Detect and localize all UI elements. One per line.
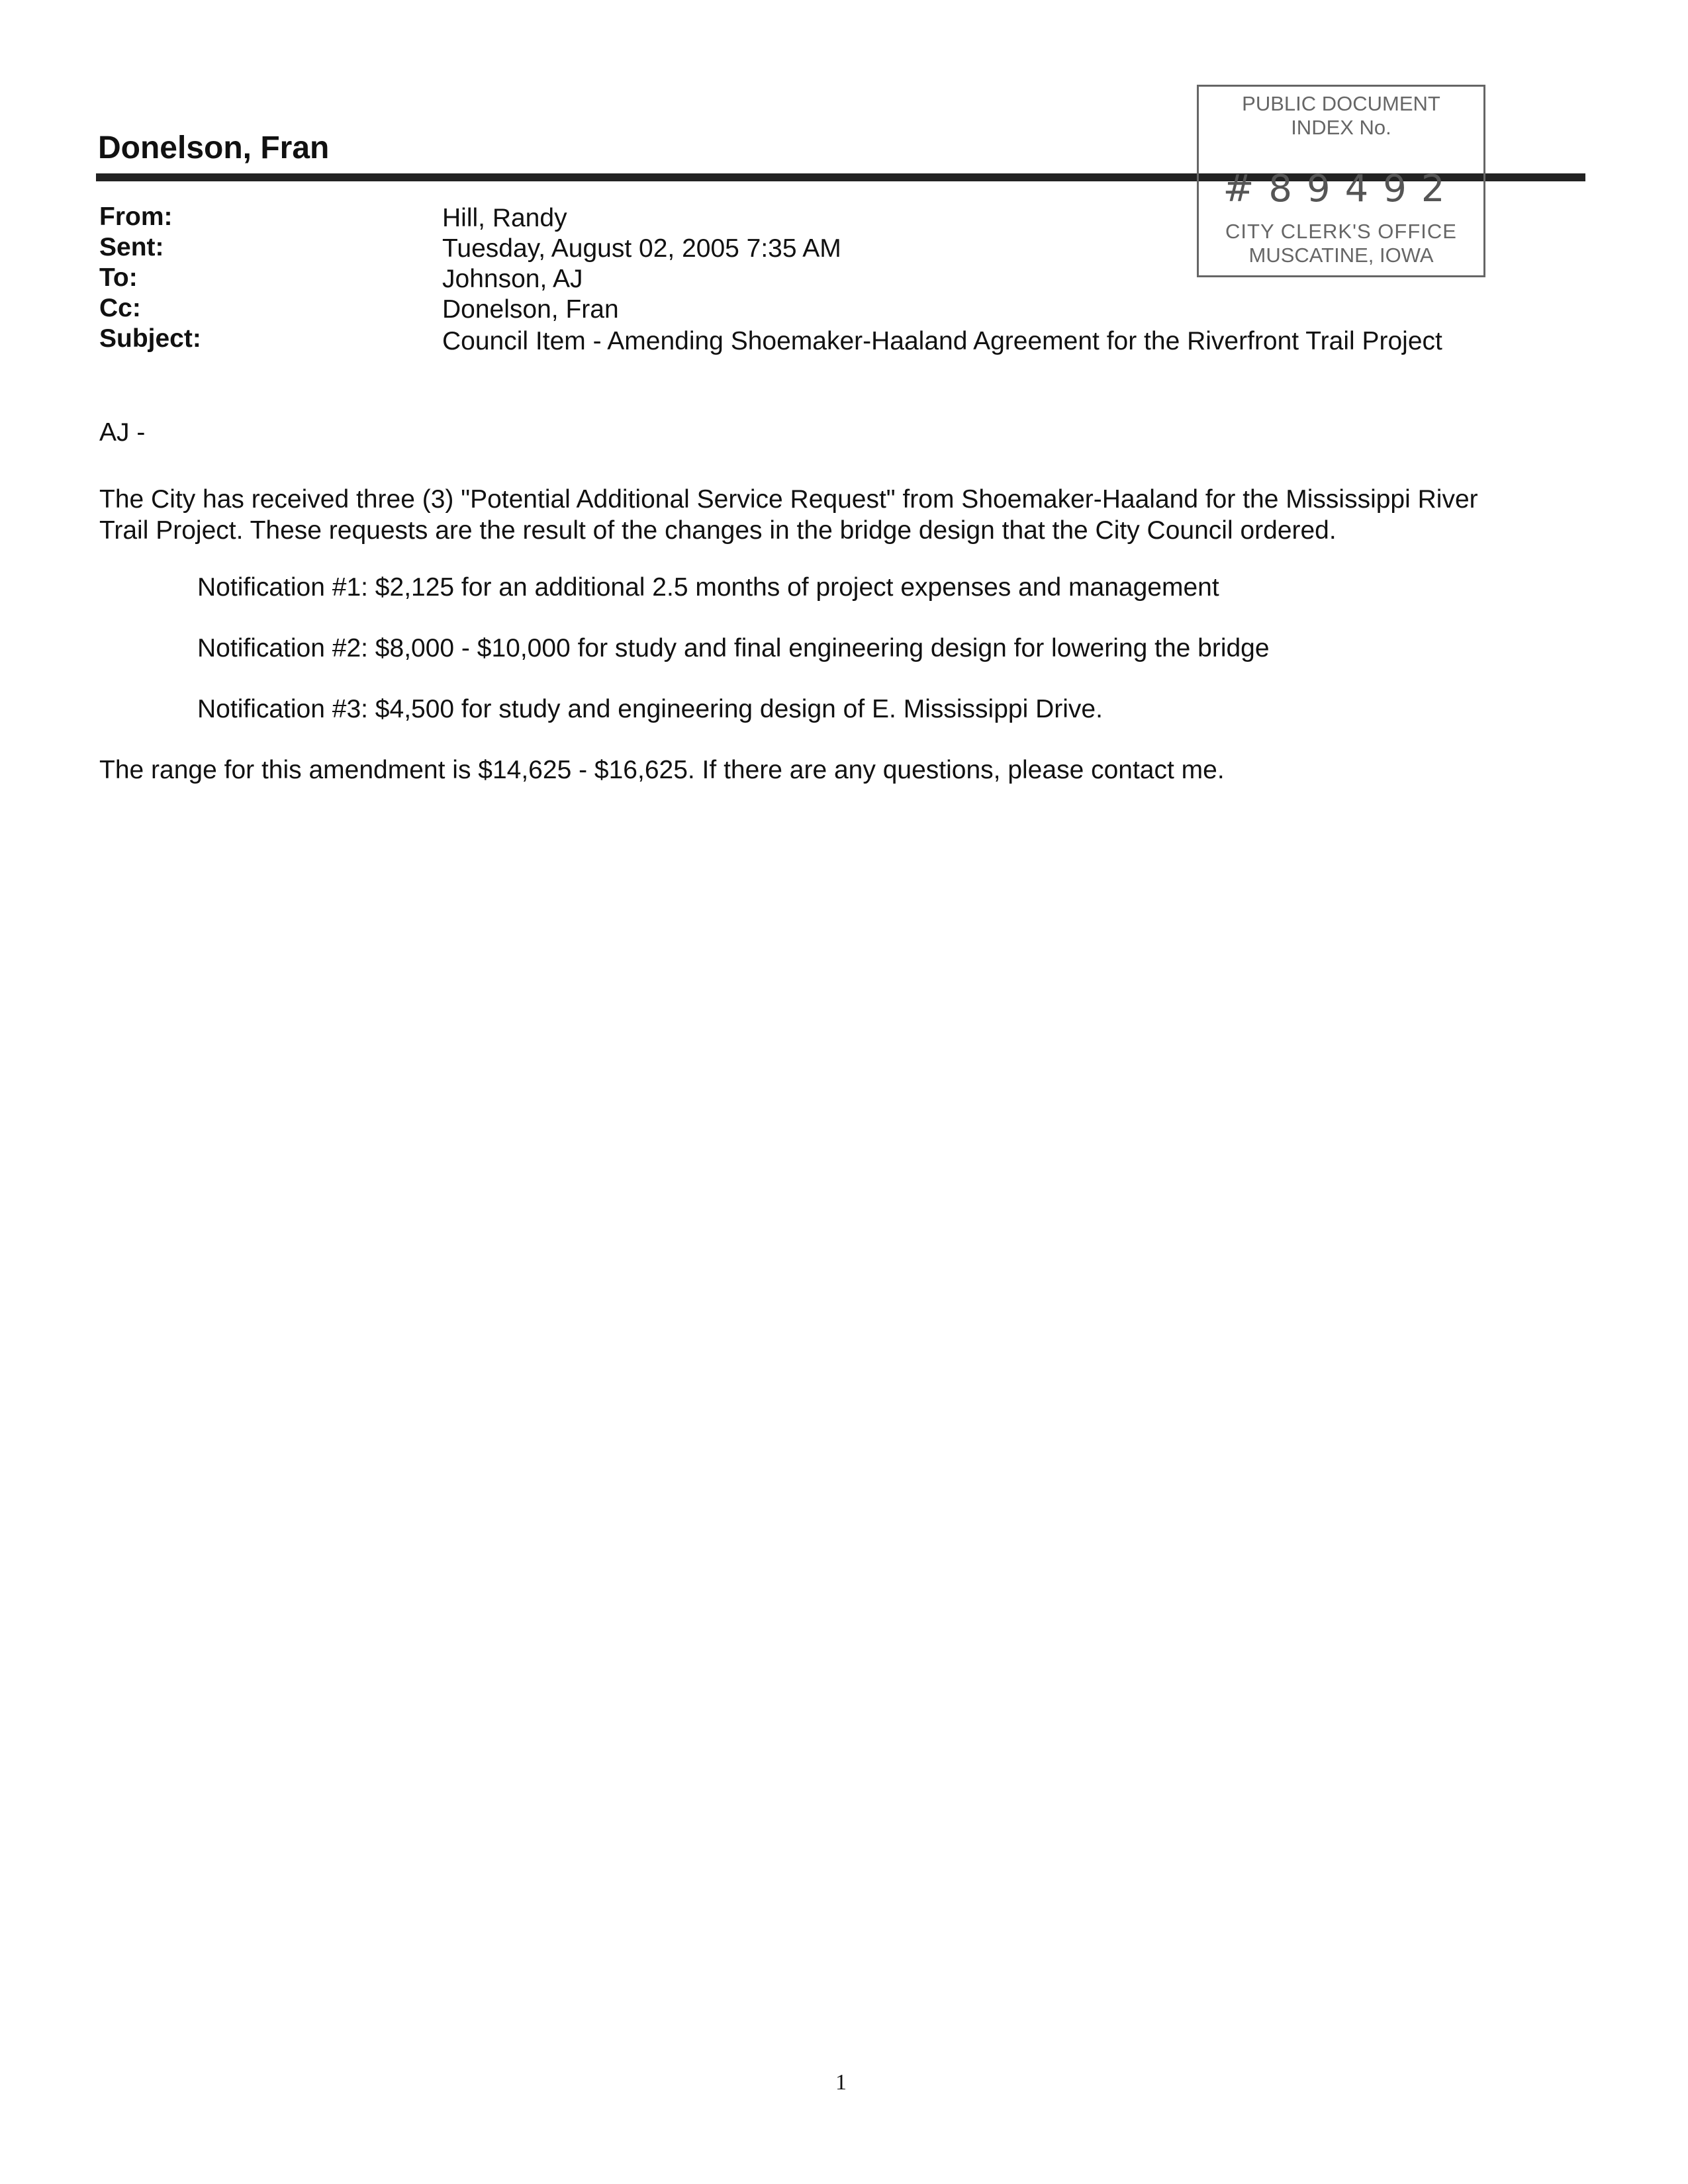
stamp-line-2: INDEX No. (1291, 116, 1391, 139)
from-label: From: (99, 203, 173, 231)
to-value: Johnson, AJ (442, 265, 583, 293)
cc-value: Donelson, Fran (442, 295, 619, 324)
subject-label: Subject: (99, 324, 201, 353)
public-document-stamp (1197, 85, 1485, 277)
stamp-line-4: MUSCATINE, IOWA (1248, 244, 1434, 267)
closing-paragraph: The range for this amendment is $14,625 - $16,625. If there are any questions, please contact me. (99, 756, 1225, 784)
stamp-line-1: PUBLIC DOCUMENT (1242, 92, 1440, 115)
subject-value: Council Item - Amending Shoemaker-Haaland Agreement for the Riverfront Trail Project (442, 327, 1442, 355)
cc-label: Cc: (99, 294, 141, 322)
page-number: 1 (835, 2070, 847, 2095)
stamp-line-3: CITY CLERK'S OFFICE (1225, 220, 1457, 243)
paragraph-line-1: The City has received three (3) "Potential Additional Service Request" from Shoemaker-Haaland for the Mississippi River (99, 485, 1478, 514)
notification-2: Notification #2: $8,000 - $10,000 for study and final engineering design for lowering the bridge (197, 634, 1270, 662)
sent-value: Tuesday, August 02, 2005 7:35 AM (442, 234, 841, 263)
sent-label: Sent: (99, 233, 164, 261)
from-value: Hill, Randy (442, 204, 567, 232)
greeting: AJ - (99, 418, 146, 447)
notification-3: Notification #3: $4,500 for study and engineering design of E. Mississippi Drive. (197, 695, 1103, 723)
notification-1: Notification #1: $2,125 for an additional 2.5 months of project expenses and management (197, 573, 1219, 602)
stamp-index-number: #89492 (1223, 167, 1460, 210)
paragraph-line-2: Trail Project. These requests are the result of the changes in the bridge design that the City Council ordered. (99, 516, 1336, 545)
document-title: Donelson, Fran (98, 130, 330, 165)
to-label: To: (99, 263, 138, 292)
